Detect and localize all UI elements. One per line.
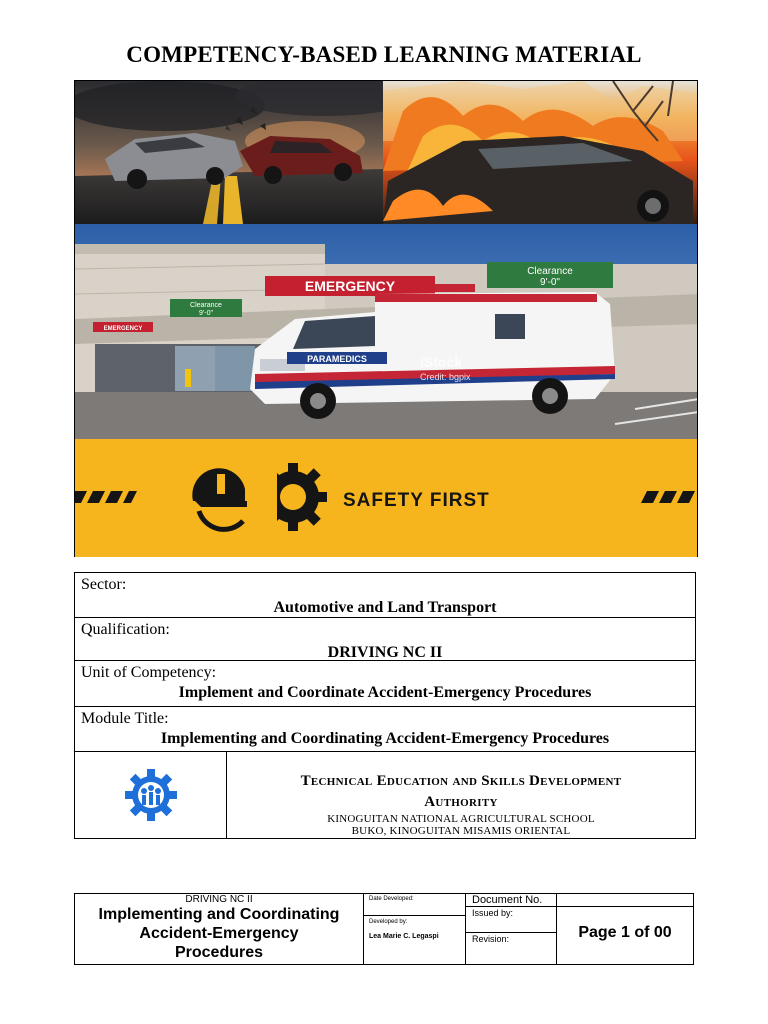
tesda-gear-logo-icon	[124, 768, 178, 822]
qualification-label: Qualification:	[81, 621, 170, 638]
developer-name: Lea Marie C. Legaspi	[369, 933, 439, 940]
school-address: BUKO, KINOGUITAN MISAMIS ORIENTAL	[351, 825, 571, 837]
footer-qualification: DRIVING NC II	[185, 894, 253, 905]
gear-icon	[259, 463, 327, 531]
footer-module-cell	[75, 894, 364, 964]
emergency-small-sign-text: EMERGENCY	[103, 326, 143, 332]
car-crash-image	[75, 81, 383, 224]
document-no-label: Document No.	[472, 894, 543, 906]
page-number: Page 1 of 00	[578, 924, 672, 941]
unit-of-competency-value: Implement and Coordinate Accident-Emergency Procedures	[178, 684, 592, 701]
svg-text:Clearance: Clearance	[190, 302, 222, 309]
safety-first-text: SAFETY FIRST	[343, 490, 490, 511]
burning-car-image	[383, 81, 697, 224]
module-title-row	[75, 707, 695, 752]
qualification-row	[75, 618, 695, 661]
module-info-table	[74, 572, 696, 839]
agency-name-line2: Authority	[424, 794, 498, 810]
footer-development-cell	[364, 894, 466, 964]
issued-by-label: Issued by:	[472, 908, 514, 918]
qualification-value: DRIVING NC II	[327, 644, 443, 661]
safety-first-banner	[75, 439, 698, 557]
ambulance-emergency-entrance-image	[75, 224, 698, 439]
cover-image-collage	[74, 80, 698, 557]
svg-text:Clearance: Clearance	[527, 266, 573, 277]
footer-module-title-line3: Procedures	[174, 944, 264, 961]
agency-text	[227, 752, 695, 838]
paramedics-text: PARAMEDICS	[307, 354, 367, 364]
sector-value: Automotive and Land Transport	[273, 599, 497, 616]
agency-row	[75, 752, 695, 839]
svg-text:9'-0": 9'-0"	[540, 277, 560, 288]
footer-module-title-line2: Accident-Emergency	[139, 925, 299, 942]
svg-text:9'-0": 9'-0"	[199, 310, 213, 317]
footer-document-cell	[466, 894, 557, 964]
sector-row	[75, 573, 695, 618]
date-developed-label: Date Developed:	[369, 896, 414, 902]
school-name: KINOGUITAN NATIONAL AGRICULTURAL SCHOOL	[327, 813, 595, 825]
sector-label: Sector:	[81, 576, 127, 593]
footer-module-title-line1: Implementing and Coordinating	[98, 906, 340, 923]
tesda-logo	[75, 752, 227, 838]
document-footer-box	[74, 893, 694, 965]
revision-label: Revision:	[472, 934, 510, 944]
istock-watermark: iStock	[420, 354, 463, 370]
unit-of-competency-row	[75, 661, 695, 707]
credit-watermark: Credit: bgpix	[420, 372, 471, 382]
emergency-sign-text: EMERGENCY	[304, 278, 396, 294]
document-title: COMPETENCY-BASED LEARNING MATERIAL	[126, 42, 642, 67]
developed-by-label: Developed by:	[369, 919, 408, 925]
module-title-value: Implementing and Coordinating Accident-Emergency Procedures	[160, 730, 610, 747]
module-title-label: Module Title:	[81, 710, 169, 727]
unit-of-competency-label: Unit of Competency:	[81, 664, 217, 681]
agency-name-line1: Technical Education and Skills Development	[300, 773, 622, 789]
